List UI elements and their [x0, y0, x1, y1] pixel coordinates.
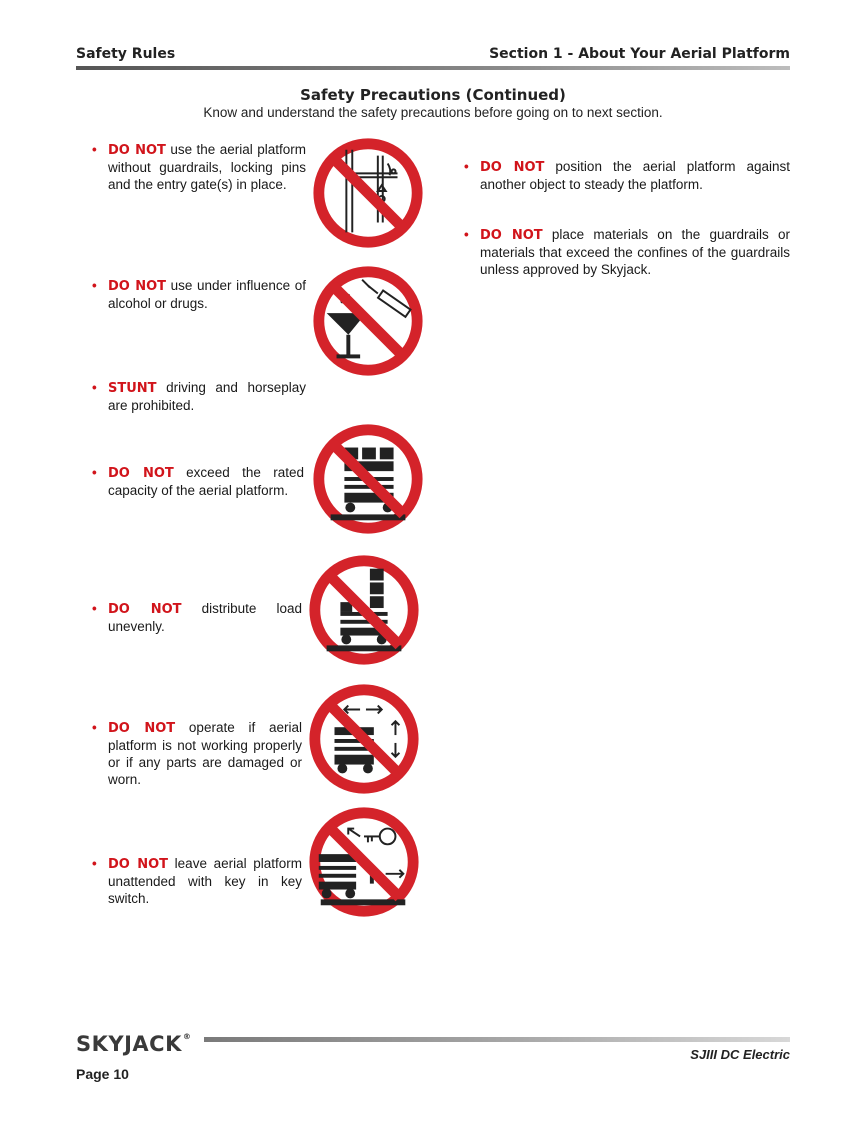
- rule-text: exceed the rated capacity of the aerial platform.: [108, 465, 304, 498]
- rule-text: position the aerial platform against another object to steady the platform.: [480, 159, 791, 192]
- logo-registered-mark: ®: [182, 1032, 192, 1041]
- rule-text: leave aerial platform unattended with key in key switch.: [108, 856, 302, 906]
- no-uneven-load-icon: [305, 551, 423, 669]
- bullet: •: [92, 142, 97, 157]
- header-section-name: Safety Rules: [76, 46, 176, 62]
- rule-text: distribute load unevenly.: [108, 601, 302, 634]
- rule-text: use under influence of alcohol or drugs.: [108, 278, 306, 311]
- no-guardrail-icon: [309, 134, 427, 252]
- rule-rated-capacity: [92, 464, 304, 499]
- rule-stunt-driving: [92, 379, 306, 414]
- rule-damaged-parts: [92, 719, 302, 788]
- rule-key-unattended: [92, 855, 302, 907]
- bullet: •: [92, 720, 97, 735]
- logo-wordmark: SKYJACK: [76, 1032, 182, 1056]
- rule-text: place materials on the guardrails or materials that exceed the confines of the guardrails unless approved by Skyjack.: [480, 227, 791, 277]
- skyjack-logo: [76, 1032, 191, 1056]
- bullet: •: [92, 856, 97, 871]
- header-section-title: Section 1 - About Your Aerial Platform: [489, 46, 790, 62]
- bullet: •: [464, 227, 469, 242]
- no-alcohol-drugs-icon: [309, 262, 427, 380]
- rule-alcohol-drugs: [92, 277, 306, 312]
- rule-keyword: DO NOT: [108, 721, 176, 736]
- footer-divider: [204, 1037, 790, 1042]
- bullet: •: [92, 465, 97, 480]
- page-number: Page 10: [76, 1066, 129, 1082]
- rule-keyword: DO NOT: [108, 279, 167, 294]
- no-key-unattended-icon: [305, 803, 423, 921]
- bullet: •: [92, 278, 97, 293]
- rule-text: driving and horseplay are prohibited.: [108, 380, 306, 413]
- rule-keyword: DO NOT: [480, 228, 543, 243]
- rule-text: use the aerial platform without guardrails, locking pins and the entry gate(s) in place.: [108, 142, 306, 192]
- rule-text: operate if aerial platform is not working properly or if any parts are damaged or worn.: [108, 720, 302, 787]
- page-subtitle: Know and understand the safety precautions before going on to next section.: [203, 105, 663, 120]
- no-overload-icon: [309, 420, 427, 538]
- rule-keyword: DO NOT: [108, 143, 166, 158]
- rule-uneven-load: [92, 600, 302, 635]
- rule-keyword: DO NOT: [108, 857, 169, 872]
- model-name: SJIII DC Electric: [690, 1047, 790, 1062]
- rule-keyword: DO NOT: [480, 160, 545, 175]
- no-damaged-operation-icon: [305, 680, 423, 798]
- rule-materials-guardrails: [464, 226, 791, 278]
- rule-steady-platform: [464, 158, 791, 193]
- bullet: •: [92, 601, 97, 616]
- rule-keyword: STUNT: [108, 381, 157, 396]
- bullet: •: [92, 380, 97, 395]
- header-divider: [76, 66, 790, 70]
- rule-keyword: DO NOT: [108, 602, 182, 617]
- page-title: Safety Precautions (Continued): [300, 86, 566, 104]
- rule-guardrails: [92, 141, 306, 193]
- bullet: •: [464, 159, 469, 174]
- rule-keyword: DO NOT: [108, 466, 174, 481]
